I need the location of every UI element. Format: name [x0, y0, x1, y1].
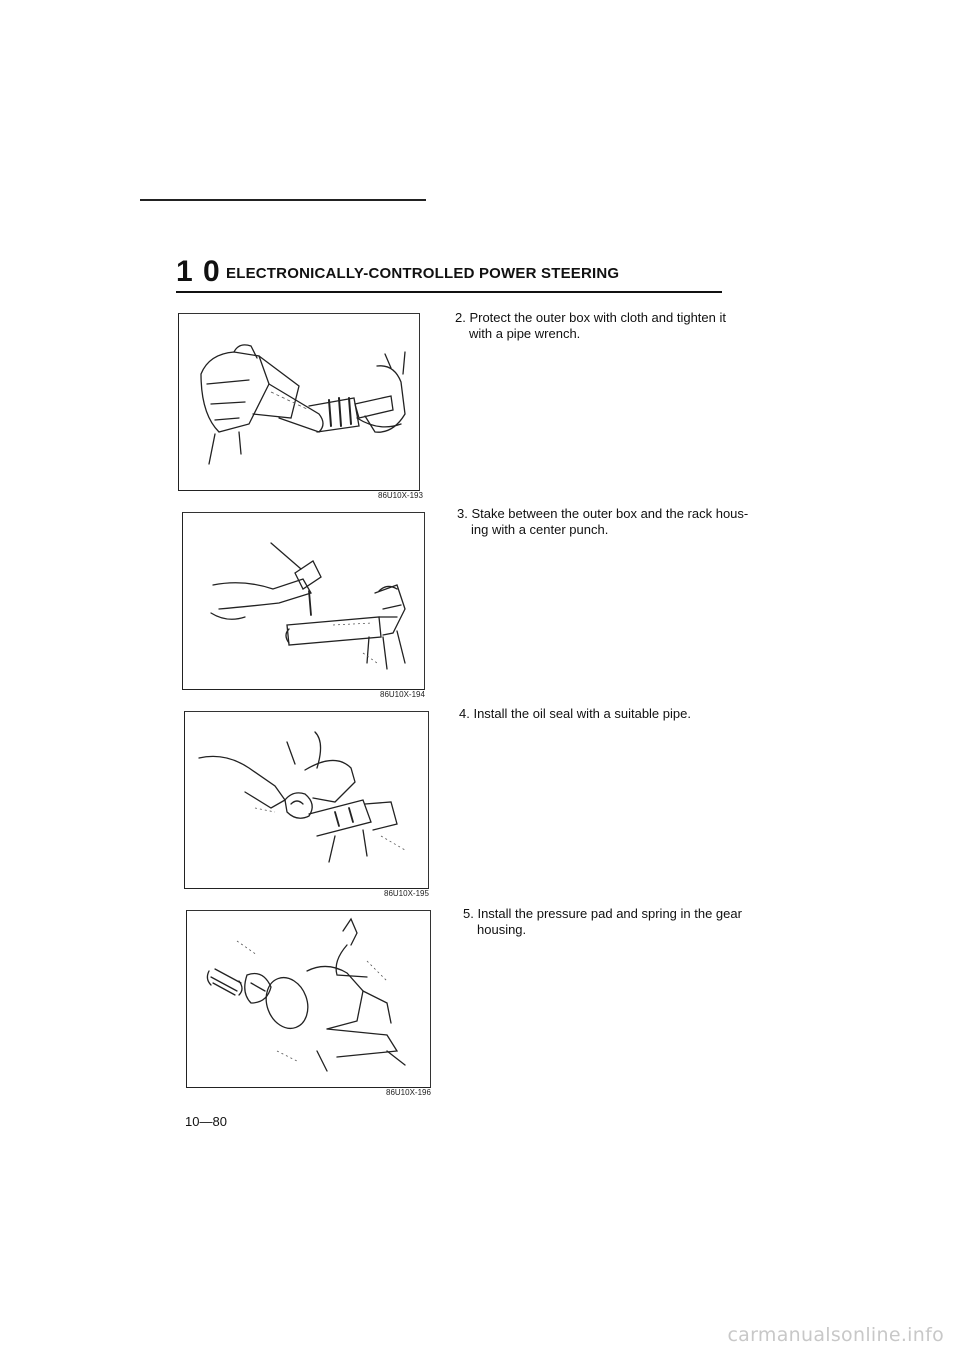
step-4-text: 4. Install the oil seal with a suitable pipe.	[459, 706, 691, 721]
page-number: 10—80	[185, 1114, 227, 1129]
pipe-wrench-illustration	[179, 314, 419, 490]
chapter-number: 1 0	[176, 255, 221, 288]
top-rule	[140, 199, 426, 201]
step-5-text: 5. Install the pressure pad and spring in the gear housing.	[463, 906, 742, 937]
center-punch-illustration	[183, 513, 424, 689]
figure-pressure-pad	[186, 910, 431, 1088]
oil-seal-illustration	[185, 712, 428, 888]
step-3-text: 3. Stake between the outer box and the rack hous-ing with a center punch.	[457, 506, 749, 537]
step-2-text: 2. Protect the outer box with cloth and tighten it with a pipe wrench.	[455, 310, 726, 341]
watermark[interactable]: carmanualsonline.info	[727, 1324, 944, 1346]
figure-code: 86U10X-195	[384, 889, 429, 898]
chapter-title: ELECTRONICALLY-CONTROLLED POWER STEERING	[226, 265, 620, 282]
chapter-header	[176, 257, 722, 293]
pressure-pad-illustration	[187, 911, 430, 1087]
figure-code: 86U10X-196	[386, 1088, 431, 1097]
figure-pipe-wrench	[178, 313, 420, 491]
figure-oil-seal	[184, 711, 429, 889]
figure-center-punch	[182, 512, 425, 690]
figure-code: 86U10X-193	[378, 491, 423, 500]
figure-code: 86U10X-194	[380, 690, 425, 699]
